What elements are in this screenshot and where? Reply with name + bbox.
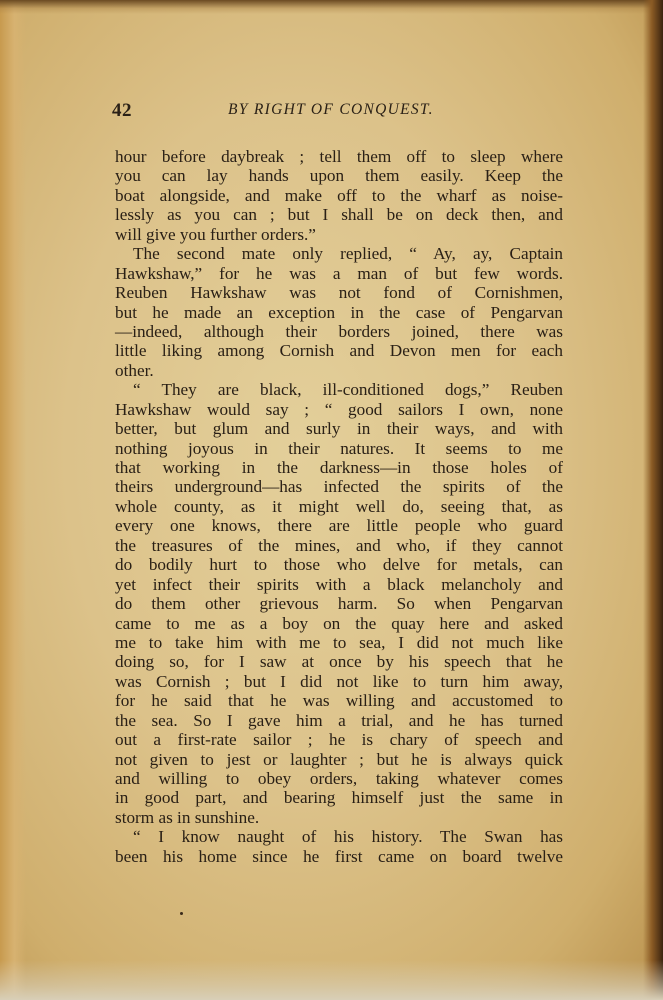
text-line: for he said that he was willing and accustomed to bbox=[115, 691, 563, 711]
text-line: you can lay hands upon them easily. Keep the bbox=[115, 166, 563, 186]
text-line: little liking among Cornish and Devon men for each bbox=[115, 341, 563, 361]
text-line: The second mate only replied, “ Ay, ay, Captain bbox=[133, 244, 563, 264]
text-line: do them other grievous harm. So when Pengarvan bbox=[115, 594, 563, 614]
text-line: hour before daybreak ; tell them off to sleep where bbox=[115, 147, 563, 166]
text-line: whole county, as it might well do, seeing that, as bbox=[115, 496, 563, 516]
text-line: but he made an exception in the case of Pengarvan bbox=[115, 302, 563, 322]
text-line: the treasures of the mines, and who, if they cannot bbox=[115, 535, 563, 555]
text-line: storm as in sunshine. bbox=[115, 807, 260, 827]
text-line: Hawkshaw would say ; “ good sailors I own, none bbox=[115, 399, 563, 419]
text-line: better, but glum and surly in their ways, and with bbox=[115, 419, 563, 439]
page-gutter bbox=[0, 0, 26, 1000]
text-line: doing so, for I saw at once by his speech that he bbox=[115, 652, 563, 672]
text-line: that working in the darkness—in those holes of bbox=[115, 458, 563, 477]
text-line: not given to jest or laughter ; but he is always quick bbox=[115, 749, 563, 769]
text-line: nothing joyous in their natures. It seems to me bbox=[115, 438, 563, 458]
text-line: Hawkshaw,” for he was a man of but few words. bbox=[115, 263, 563, 283]
text-line: out a first-rate sailor ; he is chary of speech and bbox=[115, 730, 563, 750]
page-bottom-edge bbox=[0, 960, 663, 1000]
page-right-edge bbox=[643, 0, 663, 1000]
text-line: was Cornish ; but I did not like to turn him away, bbox=[115, 671, 563, 691]
text-line: the sea. So I gave him a trial, and he has turned bbox=[115, 710, 563, 730]
text-line: me to take him with me to sea, I did not much like bbox=[115, 632, 563, 652]
text-line: every one knows, there are little people who guard bbox=[115, 516, 563, 536]
body-text bbox=[115, 147, 563, 866]
text-line: came to me as a boy on the quay here and asked bbox=[115, 613, 563, 633]
text-line: lessly as you can ; but I shall be on deck then, and bbox=[115, 205, 563, 225]
text-line: theirs underground—has infected the spirits of the bbox=[115, 477, 563, 497]
text-line: yet infect their spirits with a black melancholy and bbox=[115, 574, 563, 594]
text-line: other. bbox=[115, 360, 154, 380]
page-number: 42 bbox=[112, 100, 132, 121]
page-top-edge bbox=[0, 0, 663, 14]
text-line: do bodily hurt to those who delve for metals, can bbox=[115, 555, 563, 575]
running-head bbox=[112, 100, 564, 124]
text-line: been his home since he first came on board twelve bbox=[115, 846, 563, 866]
text-line: Reuben Hawkshaw was not fond of Cornishmen, bbox=[115, 283, 563, 303]
text-line: will give you further orders.” bbox=[115, 224, 316, 244]
text-line: and willing to obey orders, taking whatever comes bbox=[115, 769, 563, 788]
text-line: —indeed, although their borders joined, there was bbox=[115, 321, 563, 341]
ink-speck bbox=[180, 912, 183, 915]
text-line: in good part, and bearing himself just the same in bbox=[115, 788, 563, 808]
text-line: boat alongside, and make off to the wharf as noise- bbox=[115, 185, 563, 205]
text-line: “ I know naught of his history. The Swan has bbox=[133, 827, 563, 847]
running-title: BY RIGHT OF CONQUEST. bbox=[228, 101, 434, 118]
text-line: “ They are black, ill-conditioned dogs,” Reuben bbox=[133, 380, 563, 400]
